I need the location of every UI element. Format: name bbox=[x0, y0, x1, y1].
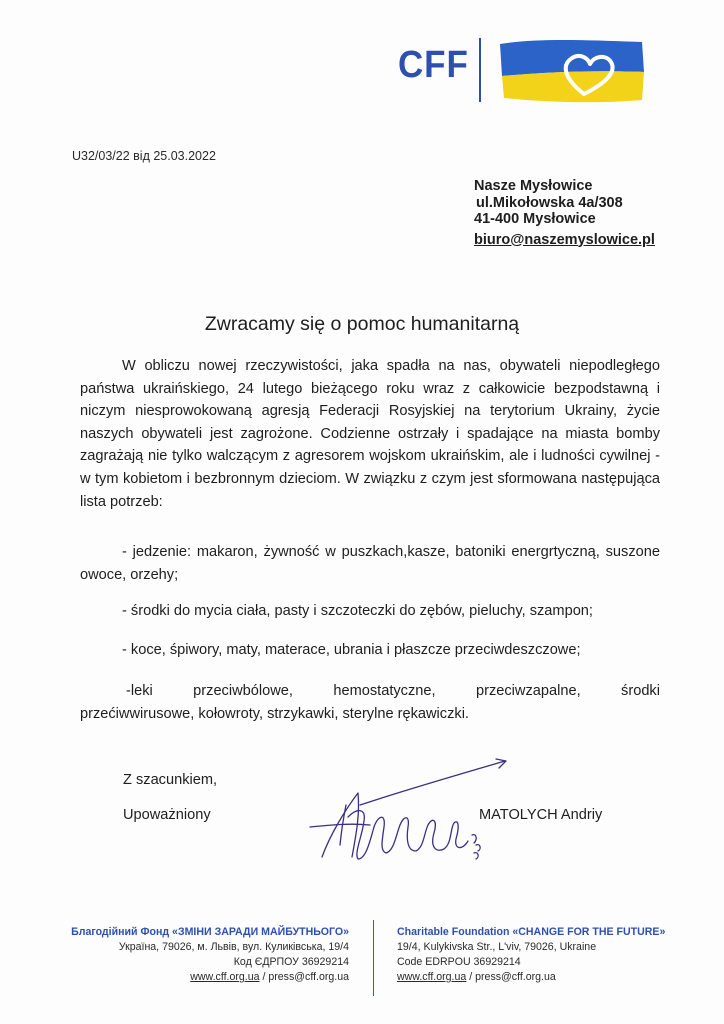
cff-logo-text: CFF bbox=[398, 44, 469, 86]
ukraine-heart-flag-logo bbox=[496, 36, 646, 106]
needs-item-bedding: - koce, śpiwory, maty, materace, ubrania i płaszcze przeciwdeszczowe; bbox=[122, 642, 581, 658]
word: przeciwbólowe, bbox=[193, 683, 293, 699]
footer-contacts-en bbox=[397, 970, 665, 985]
logo-divider bbox=[479, 38, 481, 102]
separator: / bbox=[259, 971, 269, 983]
footer-site-link[interactable]: www.cff.org.ua bbox=[190, 971, 260, 983]
needs-item-medical-line2: przećiwwirusowe, kołowroty, strzykawki, sterylne rękawiczki. bbox=[80, 705, 469, 722]
footer-address-ua: Україна, 79026, м. Львів, вул. Куликівська, 19/4 bbox=[118, 941, 349, 953]
needs-item-food: - jedzenie: makaron, żywność w puszkach,kasze, batoniki energrtyczną, suszone owoce, orzehy; bbox=[80, 544, 660, 583]
footer-divider bbox=[373, 920, 374, 996]
signer-name: MATOLYCH Andriy bbox=[479, 807, 603, 823]
recipient-email[interactable]: biuro@naszemyslowice.pl bbox=[474, 231, 655, 248]
word: przeciwzapalne, bbox=[475, 683, 581, 699]
reference-number: U32/03/22 від 25.03.2022 bbox=[72, 149, 216, 163]
recipient-address bbox=[474, 178, 655, 248]
footer-address-en: 19/4, Kulykivska Str., L'viv, 79026, Ukraine bbox=[397, 941, 597, 953]
footer-code-en: Code EDRPOU 36929214 bbox=[397, 956, 521, 968]
recipient-city: 41-400 Mysłowice bbox=[474, 211, 596, 227]
footer-contacts-ua bbox=[71, 970, 349, 985]
needs-item-hygiene: - środki do mycia ciała, pasty i szczoteczki do zębów, pieluchy, szampon; bbox=[122, 603, 593, 619]
closing-salutation: Z szacunkiem, bbox=[123, 772, 218, 788]
footer-org-ua: Благодійний Фонд «ЗМІНИ ЗАРАДИ МАЙБУТНЬОГО» bbox=[71, 926, 349, 938]
needs-item-medical bbox=[80, 680, 660, 725]
footer-org-en: Charitable Foundation «CHANGE FOR THE FUTURE» bbox=[397, 926, 666, 938]
footer-email-link[interactable]: press@cff.org.ua bbox=[268, 971, 349, 983]
recipient-name: Nasze Mysłowice bbox=[474, 178, 593, 194]
separator: / bbox=[466, 971, 476, 983]
word: środki bbox=[621, 683, 660, 699]
footer-code-ua: Код ЄДРПОУ 36929214 bbox=[233, 956, 349, 968]
footer-site-link[interactable]: www.cff.org.ua bbox=[397, 971, 467, 983]
footer-english bbox=[397, 925, 665, 985]
authorized-label: Upoważniony bbox=[123, 807, 211, 823]
word: -leki bbox=[126, 683, 153, 699]
word: hemostatyczne, bbox=[333, 683, 436, 699]
letter-title: Zwracamy się o pomoc humanitarną bbox=[204, 313, 520, 335]
handwritten-signature bbox=[300, 755, 510, 870]
footer-ukrainian bbox=[71, 925, 349, 985]
recipient-street: ul.Mikołowska 4a/308 bbox=[476, 194, 623, 211]
needs-item-medical-line1 bbox=[80, 680, 660, 703]
footer-email-link[interactable]: press@cff.org.ua bbox=[475, 971, 556, 983]
intro-paragraph: W obliczu nowej rzeczywistości, jaka spadła na nas, obywateli niepodległego państwa ukraińskiego, 24 lutego bieżącego roku wraz z całkowicie bezpodstawną i niczym niesprowokowaną agresją Federacji Rosyjskiej na terytorium Ukrainy, życie naszych obywateli jest zagrożone. Codzienne ostrzały i spadające na miasta bomby zagrażają nie tylko walczącym z agresorem wojskom ukraińskim, ale i ludności cywilnej - w tym kobietom i bezbronnym dzieciom. W związku z czym jest sformowana następująca lista potrzeb: bbox=[80, 358, 660, 510]
